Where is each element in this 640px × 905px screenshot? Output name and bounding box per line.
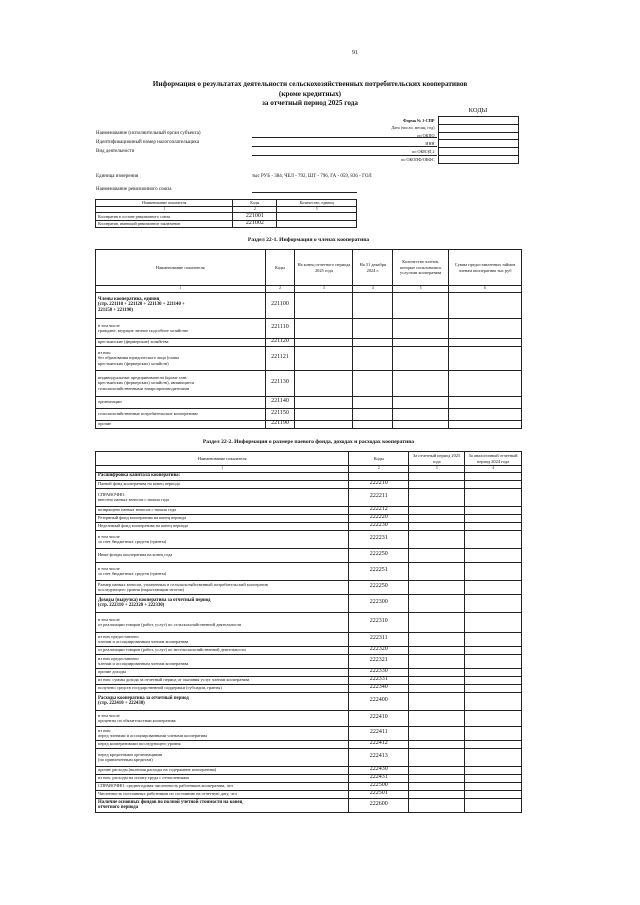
- row-value-cell: [409, 562, 465, 580]
- row-code: 222212: [349, 506, 409, 514]
- row-code: 222220: [349, 514, 409, 522]
- row-label: СПРАВОЧНО: среднегодовая численность работников кооператива, чел: [96, 782, 349, 790]
- row-code: 222430: [349, 766, 409, 774]
- column-number-row: [96, 206, 357, 213]
- row-value-cell: [449, 318, 522, 338]
- form-code-value-cell: [438, 140, 518, 148]
- row-code: 222311: [349, 632, 409, 646]
- row-label: Паевой фонд кооператива на конец периода: [96, 480, 349, 488]
- row-label: организации: [96, 396, 266, 408]
- row-value-cell: [465, 684, 522, 692]
- row-value-cell: [409, 726, 465, 740]
- row-label: Численность постоянных работников по состоянию на отчетную дату, чел: [96, 790, 349, 798]
- row-value-cell: [295, 318, 353, 338]
- row-value-cell: [277, 213, 357, 221]
- column-number: 1: [96, 206, 233, 213]
- column-number-row: [96, 466, 522, 473]
- title-line-3: за отчетный период 2025 года: [262, 99, 358, 107]
- row-value-cell: [465, 548, 522, 562]
- row-value-cell: [393, 292, 449, 318]
- row-label: Кооператив в составе ревизионного союза: [96, 213, 233, 221]
- row-value-cell: [409, 684, 465, 692]
- row-value-cell: [409, 548, 465, 562]
- row-label: от реализации товаров (работ, услуг) по несельскохозяйственной деятельности: [96, 646, 349, 654]
- section-22-2-title: Раздел 22-2. Информация о размере паевого фонда, доходах и расходах кооператива: [202, 439, 415, 445]
- column-number: 2: [349, 466, 409, 473]
- row-code: 222310: [349, 612, 409, 632]
- column-number: 4: [353, 286, 393, 293]
- table-header-row: [96, 452, 522, 466]
- row-code: 221130: [265, 370, 295, 396]
- row-value-cell: [409, 480, 465, 488]
- table-row: [96, 676, 522, 684]
- table-row: [96, 726, 522, 740]
- row-value-cell: [353, 292, 393, 318]
- row-value-cell: [409, 710, 465, 726]
- row-value-cell: [409, 692, 465, 710]
- row-value-cell: [465, 562, 522, 580]
- row-value-cell: [353, 408, 393, 420]
- row-value-cell: [409, 766, 465, 774]
- row-code: [349, 472, 409, 480]
- column-number: 3: [409, 466, 465, 473]
- row-value-cell: [449, 396, 522, 408]
- form-code-value-cell: [438, 117, 518, 125]
- column-header: Коды: [233, 200, 277, 207]
- form-code-row: [300, 117, 518, 125]
- table-row: [96, 472, 522, 480]
- column-number: 2: [265, 286, 295, 293]
- row-value-cell: [393, 338, 449, 346]
- row-label: из них: перед членами и ассоциированными членами кооператива: [96, 726, 349, 740]
- column-header: Количество членов, которые пользовались услугами кооператива: [393, 250, 449, 286]
- form-code-value-cell: [438, 124, 518, 132]
- row-label: в том числе граждане, ведущие личное подсобное хозяйство: [96, 318, 266, 338]
- form-code-value-cell: [438, 132, 518, 140]
- table-row: [96, 692, 522, 710]
- row-value-cell: [409, 488, 465, 506]
- row-value-cell: [449, 346, 522, 370]
- row-value-cell: [465, 594, 522, 612]
- form-code-label: Дата (число, месяц, год): [391, 125, 435, 131]
- row-code: 222413: [349, 748, 409, 766]
- row-value-cell: [465, 782, 522, 790]
- table-row: [96, 522, 522, 530]
- row-label: прочие расходы (включая расходы на содержание кооператива): [96, 766, 349, 774]
- table-row: [96, 594, 522, 612]
- row-value-cell: [465, 676, 522, 684]
- row-value-cell: [465, 726, 522, 740]
- form-code-row: [300, 124, 518, 132]
- row-label: из них предоставлено членам и ассоциированным членам кооператива: [96, 654, 349, 668]
- row-code: 222412: [349, 740, 409, 748]
- column-number: 1: [96, 466, 349, 473]
- column-header: За отчетный период 2025 года: [409, 452, 465, 466]
- row-code: 222320: [349, 646, 409, 654]
- row-code: 222321: [349, 654, 409, 668]
- title-line-2: (кроме кредитных): [278, 89, 342, 98]
- row-label: из них: расходы на оплату труда с отчислениями: [96, 774, 349, 782]
- row-value-cell: [393, 420, 449, 428]
- column-header: Коды: [265, 250, 295, 286]
- row-code: 222300: [349, 594, 409, 612]
- row-value-cell: [409, 514, 465, 522]
- row-code: 221121: [265, 346, 295, 370]
- page-number: 91: [352, 50, 358, 56]
- row-label: Размер паевых взносов, уплаченных в сельскохозяйственный потребительский кооператив последующего уровня (нарастающим итогом): [96, 580, 349, 594]
- column-number: 1: [96, 286, 266, 293]
- table-row: [96, 740, 522, 748]
- table-row: [96, 318, 522, 338]
- row-code: 222210: [349, 480, 409, 488]
- row-code: 222330: [349, 668, 409, 676]
- row-value-cell: [465, 646, 522, 654]
- column-number: 2: [233, 206, 277, 213]
- table-row: [96, 782, 522, 790]
- row-value-cell: [353, 396, 393, 408]
- row-value-cell: [465, 612, 522, 632]
- table-row: [96, 798, 522, 812]
- row-label: Иные фонды кооператива на конец года: [96, 548, 349, 562]
- row-code: 222340: [349, 684, 409, 692]
- row-value-cell: [409, 654, 465, 668]
- row-value-cell: [465, 766, 522, 774]
- row-value-cell: [465, 790, 522, 798]
- table-row: [96, 580, 522, 594]
- row-value-cell: [465, 506, 522, 514]
- row-label: в том числе проценты по обязательствам кооператива: [96, 710, 349, 726]
- row-label: Расходы кооператива за отчетный период (стр. 222410 + 222430): [96, 692, 349, 710]
- row-value-cell: [409, 740, 465, 748]
- audit-union-table: [95, 199, 357, 228]
- org-field-line: [252, 137, 437, 138]
- row-value-cell: [393, 370, 449, 396]
- row-value-cell: [393, 396, 449, 408]
- row-label: из них: без образования юридического лица (главы крестьянских (фермерских) хозяйств): [96, 346, 266, 370]
- row-label: Доходы (выручка) кооператива за отчетный период (стр. 222310 + 222320 + 222330): [96, 594, 349, 612]
- form-code-value-cell: [438, 148, 518, 156]
- row-value-cell: [465, 798, 522, 812]
- row-code: 222250: [349, 580, 409, 594]
- row-value-cell: [353, 346, 393, 370]
- row-code: 222211: [349, 488, 409, 506]
- row-label: крестьянские (фермерские) хозяйства: [96, 338, 266, 346]
- column-number: 3: [295, 286, 353, 293]
- row-code: 222431: [349, 774, 409, 782]
- codes-header: КОДЫ: [468, 107, 488, 114]
- unit-label: Единица измерения: [96, 174, 139, 179]
- row-value-cell: [409, 472, 465, 480]
- row-code: 222410: [349, 710, 409, 726]
- row-value-cell: [409, 774, 465, 782]
- row-value-cell: [295, 420, 353, 428]
- row-value-cell: [295, 370, 353, 396]
- column-header: Количество, единиц: [277, 200, 357, 207]
- row-value-cell: [465, 654, 522, 668]
- row-value-cell: [393, 408, 449, 420]
- row-label: Неделимый фонд кооператива на конец периода: [96, 522, 349, 530]
- table-row: [96, 506, 522, 514]
- row-value-cell: [409, 522, 465, 530]
- table-row: [96, 346, 522, 370]
- table-row: [96, 790, 522, 798]
- form-code-label: по ОКОПФ/ОКФС: [401, 156, 435, 162]
- row-value-cell: [409, 580, 465, 594]
- row-code: 222501: [349, 790, 409, 798]
- row-value-cell: [295, 338, 353, 346]
- column-header: Сумма предоставленных займов членам кооператива тыс руб: [449, 250, 522, 286]
- table-row: [96, 408, 522, 420]
- column-header: Наименование показателя: [96, 452, 349, 466]
- form-code-label: по ОКПО: [417, 133, 435, 139]
- table-row: [96, 668, 522, 676]
- column-number: 4: [465, 466, 522, 473]
- row-label: в том числе за счет бюджетных средств (гранты): [96, 530, 349, 548]
- row-value-cell: [465, 472, 522, 480]
- row-code: 222600: [349, 798, 409, 812]
- column-header: Наименование показателя: [96, 200, 233, 207]
- org-field-label: Наименование (исполнительный орган субъекта): [96, 131, 201, 136]
- row-value-cell: [465, 580, 522, 594]
- row-value-cell: [409, 646, 465, 654]
- audit-union-label: Наименование ревизионного союза: [96, 187, 172, 192]
- column-header: На конец отчетного периода 2025 года: [295, 250, 353, 286]
- row-value-cell: [465, 514, 522, 522]
- row-value-cell: [295, 396, 353, 408]
- row-code: 221190: [265, 420, 295, 428]
- org-field-line: [252, 155, 437, 156]
- row-value-cell: [465, 774, 522, 782]
- unit-value: тыс РУБ - 384, ЧЕЛ - 792, ШТ - 796, ГА - 059, 836 - ГОЛ: [252, 174, 372, 179]
- table-row: [96, 612, 522, 632]
- row-label: Кооператив, имеющий ревизионное заключение: [96, 220, 233, 228]
- row-code: 221120: [265, 338, 295, 346]
- table-row: [96, 654, 522, 668]
- table-row: [96, 420, 522, 428]
- table-header-row: [96, 200, 357, 207]
- row-value-cell: [465, 632, 522, 646]
- section-22-1-table: [95, 249, 522, 429]
- table-row: [96, 396, 522, 408]
- row-code: 222250: [349, 548, 409, 562]
- row-value-cell: [277, 220, 357, 228]
- row-code: 221001: [233, 213, 277, 221]
- column-header: За аналогичный отчетный период 2024 года: [465, 452, 522, 466]
- row-label: СПРАВОЧНО: внесено паевых взносов с начала года: [96, 488, 349, 506]
- row-label: Резервный фонд кооператива на конец периода: [96, 514, 349, 522]
- row-code: 222230: [349, 522, 409, 530]
- row-label: в том числе за счет бюджетных средств (гранты): [96, 562, 349, 580]
- table-row: [96, 774, 522, 782]
- table-row: [96, 632, 522, 646]
- section-22-2-table: [95, 451, 522, 813]
- row-label: из них: суммы дохода за отчетный период от оказания услуг членам кооператива: [96, 676, 349, 684]
- row-value-cell: [465, 692, 522, 710]
- row-value-cell: [465, 488, 522, 506]
- column-number: 3: [277, 206, 357, 213]
- row-code: 222400: [349, 692, 409, 710]
- audit-union-line: [252, 192, 357, 193]
- row-value-cell: [409, 790, 465, 798]
- section-22-1-title: Раздел 22-1. Информация о членах кооператива: [247, 237, 370, 243]
- row-label: в том числе от реализации товаров (работ, услуг) по сельскохозяйственной деятельности: [96, 612, 349, 632]
- table-row: [96, 292, 522, 318]
- row-label: индивидуальные предприниматели (кроме глав крестьянских (фермерских) хозяйств), являющиеся сельскохозяйственными товаропроизводителями: [96, 370, 266, 396]
- row-label: возвращено паевых взносов с начала года: [96, 506, 349, 514]
- table-row: [96, 338, 522, 346]
- form-codes-table: [300, 116, 519, 164]
- column-number-row: [96, 286, 522, 293]
- row-value-cell: [465, 748, 522, 766]
- row-label: перед кредитными организациями (по привлеченным кредитам): [96, 748, 349, 766]
- row-value-cell: [409, 594, 465, 612]
- row-code: 221002: [233, 220, 277, 228]
- row-value-cell: [393, 318, 449, 338]
- column-header: На 31 декабря 2024 г.: [353, 250, 393, 286]
- row-value-cell: [393, 346, 449, 370]
- org-field-label: Вид деятельности: [96, 149, 135, 154]
- column-number: 6: [449, 286, 522, 293]
- row-value-cell: [449, 408, 522, 420]
- row-value-cell: [409, 782, 465, 790]
- form-code-value-cell: [438, 155, 518, 163]
- row-label: перед кооперативами последующего уровня: [96, 740, 349, 748]
- form-code-label: ИНН: [425, 140, 435, 146]
- row-code: 221110: [265, 318, 295, 338]
- row-value-cell: [353, 338, 393, 346]
- row-value-cell: [465, 710, 522, 726]
- table-row: [96, 480, 522, 488]
- form-code-row: [300, 155, 518, 163]
- form-code-label: по ОКВЭД 2: [412, 148, 435, 154]
- row-code: 222500: [349, 782, 409, 790]
- row-value-cell: [409, 668, 465, 676]
- row-label: сельскохозяйственные потребительские кооперативы: [96, 408, 266, 420]
- table-row: [96, 684, 522, 692]
- table-row: [96, 562, 522, 580]
- row-label: прочие доходы: [96, 668, 349, 676]
- row-code: 222251: [349, 562, 409, 580]
- row-code: 222411: [349, 726, 409, 740]
- row-value-cell: [409, 748, 465, 766]
- table-row: [96, 213, 357, 221]
- report-title: [90, 80, 530, 109]
- row-label: прочие: [96, 420, 266, 428]
- row-value-cell: [353, 370, 393, 396]
- row-value-cell: [295, 292, 353, 318]
- row-value-cell: [449, 420, 522, 428]
- column-header: Наименование показателя: [96, 250, 266, 286]
- table-row: [96, 488, 522, 506]
- table-row: [96, 370, 522, 396]
- row-value-cell: [465, 668, 522, 676]
- row-value-cell: [409, 632, 465, 646]
- row-value-cell: [409, 506, 465, 514]
- row-value-cell: [465, 480, 522, 488]
- row-code: 221150: [265, 408, 295, 420]
- row-value-cell: [449, 338, 522, 346]
- form-code-row: [300, 132, 518, 140]
- row-code: 222331: [349, 676, 409, 684]
- row-value-cell: [353, 420, 393, 428]
- table-row: [96, 748, 522, 766]
- form-code-label: Форма № 1-СПР: [402, 117, 435, 123]
- table-row: [96, 646, 522, 654]
- row-value-cell: [409, 798, 465, 812]
- table-row: [96, 220, 357, 228]
- table-row: [96, 710, 522, 726]
- column-number: 5: [393, 286, 449, 293]
- row-value-cell: [465, 522, 522, 530]
- row-value-cell: [449, 292, 522, 318]
- row-value-cell: [409, 676, 465, 684]
- row-label: Наличие основных фондов по полной учетной стоимости на конец отчетного периода: [96, 798, 349, 812]
- org-field-label: Идентификационный номер налогоплательщика: [96, 140, 200, 145]
- row-value-cell: [295, 408, 353, 420]
- row-value-cell: [465, 740, 522, 748]
- column-header: Коды: [349, 452, 409, 466]
- table-row: [96, 548, 522, 562]
- row-label: Расшифровка капитала кооператива:: [96, 472, 349, 480]
- row-value-cell: [409, 612, 465, 632]
- row-code: 221140: [265, 396, 295, 408]
- row-value-cell: [295, 346, 353, 370]
- row-code: 222231: [349, 530, 409, 548]
- title-line-1: Информация о результатах деятельности сельскохозяйственных потребительских кооперативов: [152, 80, 468, 88]
- row-value-cell: [465, 530, 522, 548]
- row-value-cell: [353, 318, 393, 338]
- row-value-cell: [409, 530, 465, 548]
- org-field-line: [252, 146, 437, 147]
- table-row: [96, 530, 522, 548]
- table-row: [96, 514, 522, 522]
- row-code: 221100: [265, 292, 295, 318]
- row-value-cell: [449, 370, 522, 396]
- row-label: Члены кооператива, единиц (стр. 221110 + 221120 + 221130 + 221140 + 221150 + 221190): [96, 292, 266, 318]
- row-label: из них предоставлено членам и ассоциированным членам кооператива: [96, 632, 349, 646]
- table-header-row: [96, 250, 522, 286]
- table-row: [96, 766, 522, 774]
- row-label: получено средств государственной поддержки (субсидии, гранты): [96, 684, 349, 692]
